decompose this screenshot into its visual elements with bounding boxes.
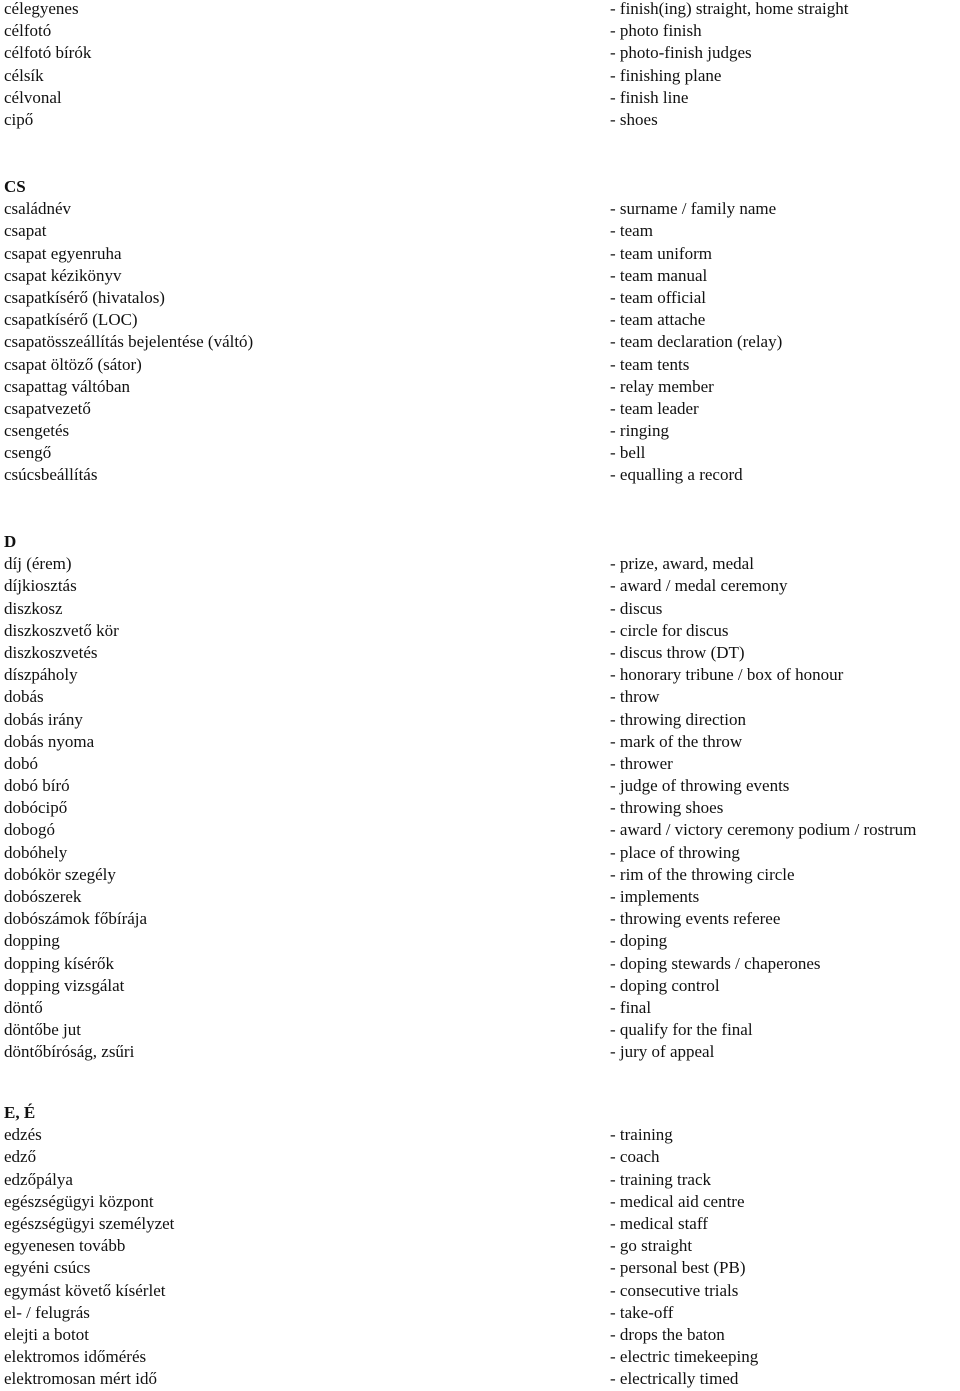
hungarian-term: dobócipő (4, 798, 68, 818)
english-translation: - discus (610, 598, 663, 618)
english-translation: - award / medal ceremony (610, 576, 788, 596)
glossary-entry (0, 198, 960, 220)
hungarian-term: dobóhely (4, 842, 68, 862)
glossary-entry (0, 1324, 960, 1346)
glossary-entry (0, 42, 960, 64)
english-translation: - ringing (610, 421, 670, 441)
glossary-entry (0, 0, 960, 20)
english-translation: - team official (610, 287, 706, 307)
english-translation: - jury of appeal (610, 1042, 715, 1062)
section-d (0, 531, 960, 1064)
glossary-entry (0, 775, 960, 797)
english-translation: - prize, award, medal (610, 554, 754, 574)
hungarian-term: döntő (4, 997, 43, 1017)
hungarian-term: célegyenes (4, 0, 79, 18)
english-translation: - throwing events referee (610, 909, 781, 929)
hungarian-term: döntőbe jut (4, 1020, 81, 1040)
hungarian-term: elejti a botot (4, 1324, 89, 1344)
english-translation: - rim of the throwing circle (610, 864, 795, 884)
english-translation: - coach (610, 1147, 660, 1167)
hungarian-term: cipő (4, 109, 34, 129)
hungarian-term: díjkiosztás (4, 576, 77, 596)
glossary-entry (0, 20, 960, 42)
glossary-entry (0, 997, 960, 1019)
hungarian-term: el- / felugrás (4, 1302, 90, 1322)
english-translation: - place of throwing (610, 842, 740, 862)
hungarian-term: dobás irány (4, 709, 83, 729)
glossary-entry (0, 220, 960, 242)
glossary-entry (0, 354, 960, 376)
english-translation: - honorary tribune / box of honour (610, 665, 844, 685)
hungarian-term: egymást követő kísérlet (4, 1280, 166, 1300)
glossary-entry (0, 819, 960, 841)
english-translation: - circle for discus (610, 620, 729, 640)
glossary-entry (0, 65, 960, 87)
hungarian-term: diszkosz (4, 598, 63, 618)
hungarian-term: dopping (4, 931, 60, 951)
english-translation: - throwing shoes (610, 798, 724, 818)
english-translation: - relay member (610, 376, 714, 396)
hungarian-term: dobókör szegély (4, 864, 116, 884)
glossary-entry (0, 376, 960, 398)
english-translation: - finish(ing) straight, home straight (610, 0, 849, 18)
english-translation: - qualify for the final (610, 1020, 753, 1040)
hungarian-term: családnév (4, 199, 72, 219)
hungarian-term: csapat kézikönyv (4, 265, 122, 285)
hungarian-term: díj (érem) (4, 554, 72, 574)
glossary-entry (0, 598, 960, 620)
hungarian-term: dopping kísérők (4, 953, 115, 973)
english-translation: - training (610, 1125, 673, 1145)
glossary-entry (0, 1169, 960, 1191)
hungarian-term: edző (4, 1147, 37, 1167)
english-translation: - team manual (610, 265, 708, 285)
glossary-entry (0, 87, 960, 109)
glossary-entry (0, 553, 960, 575)
glossary-entry (0, 442, 960, 464)
glossary-entry (0, 1213, 960, 1235)
hungarian-term: csapattag váltóban (4, 376, 131, 396)
glossary-entry (0, 398, 960, 420)
hungarian-term: csapatvezető (4, 398, 91, 418)
english-translation: - medical aid centre (610, 1191, 745, 1211)
english-translation: - implements (610, 887, 700, 906)
hungarian-term: egészségügyi központ (4, 1191, 154, 1211)
glossary-entry (0, 930, 960, 952)
glossary-entry (0, 331, 960, 353)
glossary-entry (0, 842, 960, 864)
hungarian-term: edzés (4, 1125, 42, 1145)
english-translation: - final (610, 997, 652, 1017)
hungarian-term: csapatkísérő (LOC) (4, 310, 138, 330)
section-heading: E, É (4, 1103, 36, 1122)
english-translation: - team declaration (relay) (610, 332, 783, 352)
english-translation: - throw (610, 687, 660, 707)
hungarian-term: csapat öltöző (sátor) (4, 354, 142, 374)
english-translation: - equalling a record (610, 465, 743, 485)
hungarian-term: döntőbíróság, zsűri (4, 1042, 135, 1062)
hungarian-term: díszpáholy (4, 665, 78, 685)
hungarian-term: dobás (4, 687, 44, 707)
english-translation: - doping stewards / chaperones (610, 953, 821, 973)
hungarian-term: egészségügyi személyzet (4, 1213, 175, 1233)
section-heading: D (4, 532, 17, 551)
english-translation: - judge of throwing events (610, 776, 790, 796)
hungarian-term: célsík (4, 65, 44, 85)
glossary-entry (0, 1191, 960, 1213)
english-translation: - drops the baton (610, 1324, 725, 1344)
glossary-entry (0, 420, 960, 442)
english-translation: - finish line (610, 87, 689, 107)
hungarian-term: célfotó bírók (4, 43, 92, 63)
english-translation: - medical staff (610, 1213, 708, 1233)
english-translation: - thrower (610, 753, 673, 773)
hungarian-term: egyéni csúcs (4, 1258, 91, 1278)
hungarian-term: csapat (4, 221, 47, 241)
glossary-entry (0, 309, 960, 331)
english-translation: - mark of the throw (610, 731, 743, 751)
glossary-entry (0, 686, 960, 708)
glossary-entry (0, 243, 960, 265)
hungarian-term: dopping vizsgálat (4, 975, 125, 995)
hungarian-term: dobó (4, 753, 38, 773)
english-translation: - electrically timed (610, 1369, 739, 1389)
english-translation: - electric timekeeping (610, 1347, 759, 1367)
glossary-entry (0, 953, 960, 975)
hungarian-term: célvonal (4, 87, 62, 107)
glossary-entry (0, 1280, 960, 1302)
english-translation: - shoes (610, 109, 658, 129)
hungarian-term: edzőpálya (4, 1169, 73, 1189)
glossary-entry (0, 109, 960, 131)
english-translation: - doping (610, 931, 668, 951)
hungarian-term: dobás nyoma (4, 731, 95, 751)
english-translation: - team attache (610, 310, 706, 330)
english-translation: - team leader (610, 398, 699, 418)
hungarian-term: diszkoszvető kör (4, 620, 119, 640)
english-translation: - bell (610, 443, 646, 463)
glossary-entry (0, 1346, 960, 1368)
section-cs (0, 176, 960, 487)
hungarian-term: diszkoszvetés (4, 642, 98, 662)
glossary-entry (0, 886, 960, 908)
hungarian-term: dobogó (4, 820, 55, 840)
glossary-entry (0, 1302, 960, 1324)
english-translation: - go straight (610, 1236, 693, 1256)
glossary-entry (0, 265, 960, 287)
glossary-entry (0, 287, 960, 309)
glossary-entry (0, 620, 960, 642)
english-translation: - doping control (610, 975, 720, 995)
glossary-entry (0, 975, 960, 997)
glossary-entry (0, 797, 960, 819)
glossary-entry (0, 1124, 960, 1146)
section-c (0, 0, 960, 131)
english-translation: - training track (610, 1169, 712, 1189)
glossary-entry (0, 464, 960, 486)
glossary-entry (0, 1368, 960, 1390)
glossary-entry (0, 1235, 960, 1257)
glossary-entry (0, 1146, 960, 1168)
english-translation: - photo finish (610, 21, 702, 41)
glossary-entry (0, 753, 960, 775)
glossary-entry (0, 731, 960, 753)
glossary-entry (0, 642, 960, 664)
glossary-entry (0, 1041, 960, 1063)
glossary-entry (0, 1257, 960, 1279)
hungarian-term: elektromos időmérés (4, 1347, 147, 1367)
hungarian-term: dobó bíró (4, 776, 70, 796)
section-heading: CS (4, 177, 26, 196)
hungarian-term: elektromosan mért idő (4, 1369, 157, 1389)
glossary-entry (0, 908, 960, 930)
hungarian-term: csúcsbeállítás (4, 465, 98, 485)
hungarian-term: csapat egyenruha (4, 243, 122, 263)
glossary-entry (0, 1019, 960, 1041)
hungarian-term: egyenesen tovább (4, 1236, 126, 1256)
english-translation: - consecutive trials (610, 1280, 739, 1300)
hungarian-term: célfotó (4, 21, 52, 41)
hungarian-term: csapatkísérő (hivatalos) (4, 287, 165, 307)
english-translation: - surname / family name (610, 199, 777, 219)
english-translation: - team uniform (610, 243, 712, 263)
english-translation: - throwing direction (610, 709, 746, 729)
hungarian-term: csengetés (4, 421, 70, 441)
glossary-entry (0, 575, 960, 597)
hungarian-term: dobószerek (4, 887, 82, 906)
english-translation: - take-off (610, 1302, 674, 1322)
section-e (0, 1102, 960, 1390)
hungarian-term: csapatösszeállítás bejelentése (váltó) (4, 332, 254, 352)
english-translation: - team (610, 221, 653, 241)
english-translation: - award / victory ceremony podium / rostrum (610, 820, 917, 840)
glossary-entry (0, 864, 960, 886)
english-translation: - photo-finish judges (610, 43, 752, 63)
english-translation: - team tents (610, 354, 690, 374)
english-translation: - finishing plane (610, 65, 722, 85)
hungarian-term: csengő (4, 443, 52, 463)
english-translation: - discus throw (DT) (610, 642, 745, 662)
glossary-entry (0, 664, 960, 686)
english-translation: - personal best (PB) (610, 1258, 746, 1278)
glossary-entry (0, 709, 960, 731)
hungarian-term: dobószámok főbírája (4, 909, 148, 929)
